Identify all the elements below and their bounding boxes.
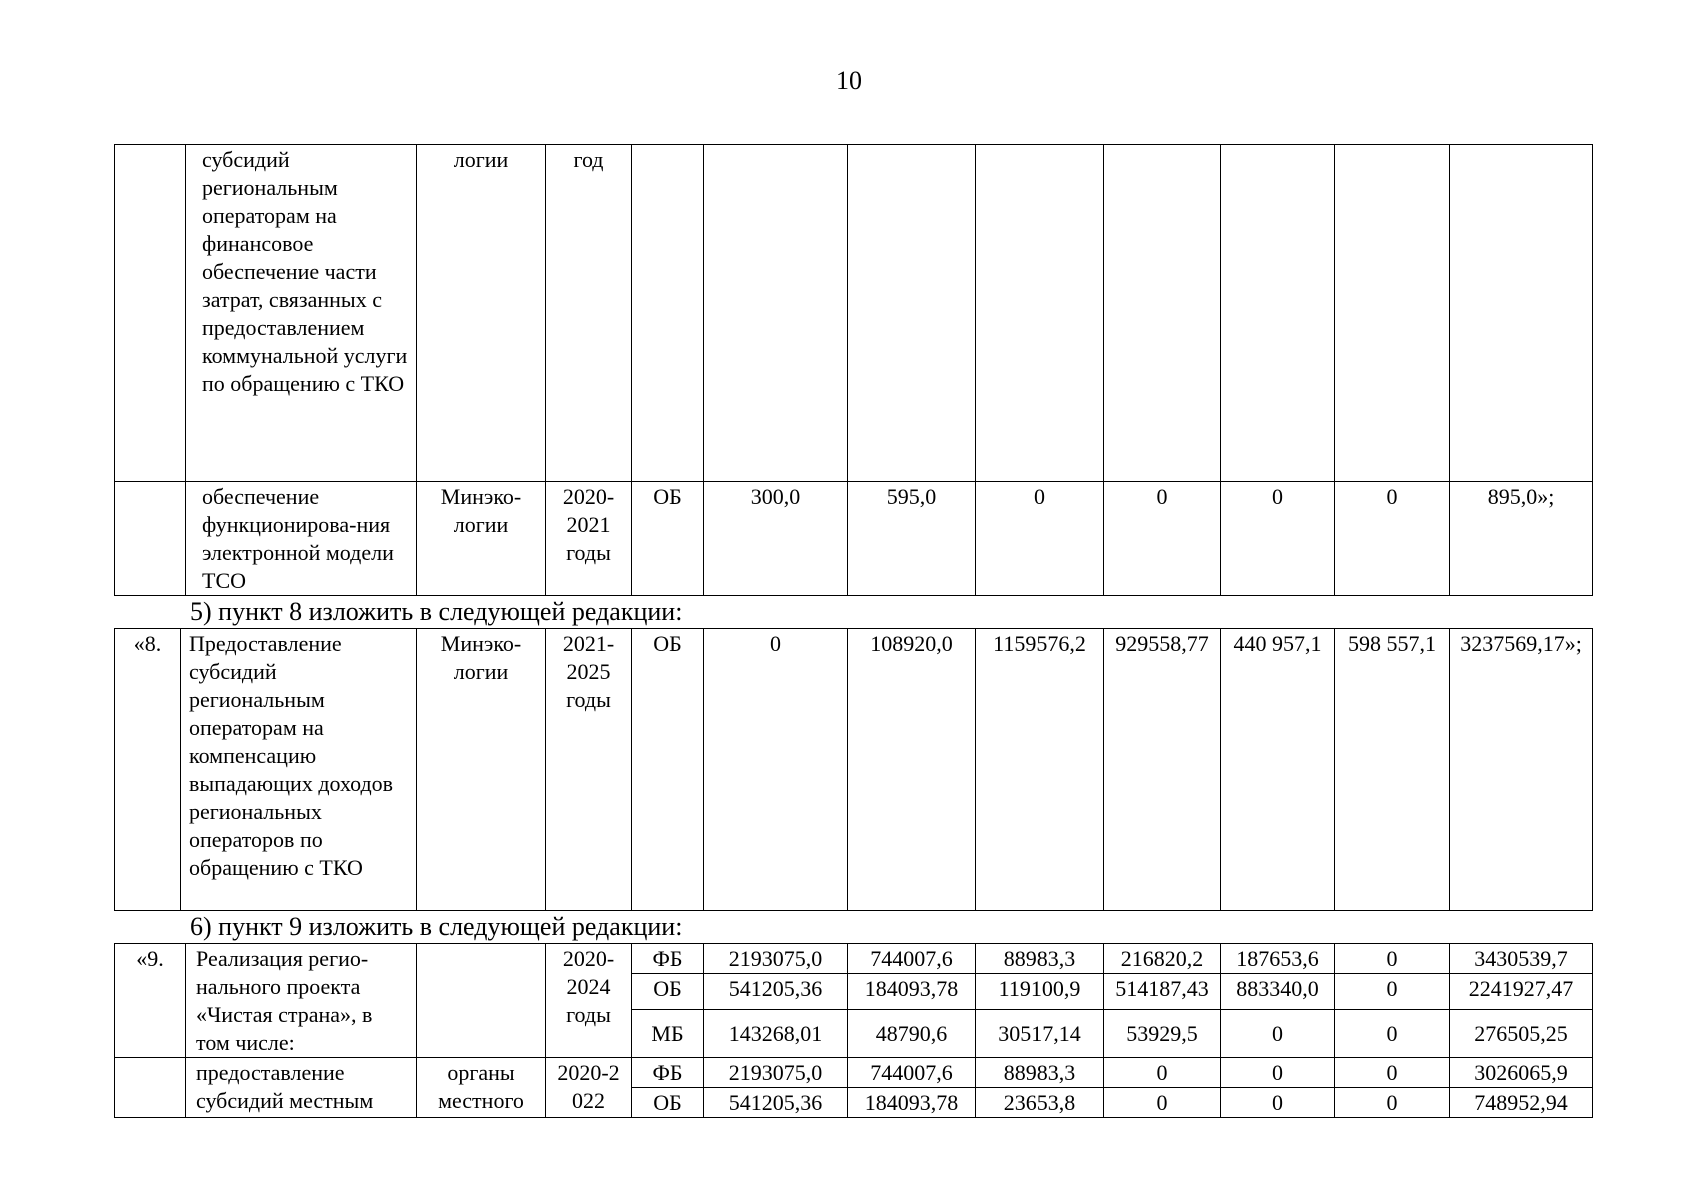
executor-cell <box>417 944 546 1058</box>
budget-table-continuation <box>114 144 1593 596</box>
value-cell: 440 957,1 <box>1221 629 1335 911</box>
measure-name-cell: Реализация регио-нального проекта «Чистая страна», в том числе: <box>186 944 417 1058</box>
value-cell: 184093,78 <box>848 974 976 1009</box>
total-cell: 2241927,47 <box>1450 974 1593 1009</box>
amendment-heading: 5) пункт 8 изложить в следующей редакции: <box>190 597 683 626</box>
total-cell: 276505,25 <box>1450 1009 1593 1057</box>
row-number-cell: «9. <box>115 944 186 1058</box>
value-cell: 2193075,0 <box>704 1058 848 1088</box>
value-cell: 541205,36 <box>704 974 848 1009</box>
value-cell <box>1104 145 1221 482</box>
table-row <box>115 1058 1593 1088</box>
value-cell <box>704 145 848 482</box>
value-cell: 0 <box>1221 1088 1335 1118</box>
value-cell: 0 <box>1335 974 1450 1009</box>
row-number-cell <box>115 482 186 596</box>
funding-source-cell: ОБ <box>632 1088 704 1118</box>
table-row <box>115 629 1593 911</box>
value-cell: 541205,36 <box>704 1088 848 1118</box>
value-cell <box>1335 145 1450 482</box>
total-cell: 895,0»; <box>1450 482 1593 596</box>
value-cell: 0 <box>1335 944 1450 974</box>
value-cell: 0 <box>1335 1088 1450 1118</box>
value-cell: 108920,0 <box>848 629 976 911</box>
period-cell: 2021-2025 годы <box>546 629 632 911</box>
measure-name-cell: обеспечение функционирова-ния электронной модели ТСО <box>186 482 417 596</box>
executor-cell: логии <box>417 145 546 482</box>
value-cell: 598 557,1 <box>1335 629 1450 911</box>
funding-source-cell: МБ <box>632 1009 704 1057</box>
value-cell: 883340,0 <box>1221 974 1335 1009</box>
funding-source-cell <box>632 145 704 482</box>
measure-name-cell: субсидий региональным операторам на финансовое обеспечение части затрат, связанных с предоставлением коммунальной услуги по обращению с ТКО <box>186 145 417 482</box>
executor-cell: Минэко-логии <box>417 482 546 596</box>
budget-table-item-9 <box>114 943 1593 1118</box>
amendment-heading: 6) пункт 9 изложить в следующей редакции: <box>190 912 683 941</box>
page-number: 10 <box>836 66 862 95</box>
value-cell: 0 <box>1335 1058 1450 1088</box>
value-cell: 0 <box>1221 1009 1335 1057</box>
value-cell: 0 <box>1221 482 1335 596</box>
funding-source-cell: ОБ <box>632 629 704 911</box>
table-row <box>115 944 1593 974</box>
row-number-cell: «8. <box>115 629 181 911</box>
value-cell: 0 <box>1335 482 1450 596</box>
value-cell <box>848 145 976 482</box>
table-row <box>115 145 1593 482</box>
value-cell: 23653,8 <box>976 1088 1104 1118</box>
value-cell: 119100,9 <box>976 974 1104 1009</box>
value-cell: 0 <box>704 629 848 911</box>
total-cell: 748952,94 <box>1450 1088 1593 1118</box>
period-cell: 2020-2024 годы <box>546 944 632 1058</box>
funding-source-cell: ОБ <box>632 482 704 596</box>
measure-name-cell: Предоставление субсидий региональным операторам на компенсацию выпадающих доходов региональных операторов по обращению с ТКО <box>181 629 417 911</box>
period-cell: 2020-2021 годы <box>546 482 632 596</box>
value-cell: 88983,3 <box>976 944 1104 974</box>
row-number-cell <box>115 145 186 482</box>
period-cell: год <box>546 145 632 482</box>
total-cell: 3026065,9 <box>1450 1058 1593 1088</box>
value-cell: 0 <box>1104 1058 1221 1088</box>
total-cell: 3237569,17»; <box>1450 629 1593 911</box>
value-cell: 929558,77 <box>1104 629 1221 911</box>
value-cell: 744007,6 <box>848 944 976 974</box>
funding-source-cell: ОБ <box>632 974 704 1009</box>
value-cell <box>976 145 1104 482</box>
value-cell: 595,0 <box>848 482 976 596</box>
value-cell: 88983,3 <box>976 1058 1104 1088</box>
value-cell: 744007,6 <box>848 1058 976 1088</box>
value-cell: 30517,14 <box>976 1009 1104 1057</box>
total-cell <box>1450 145 1593 482</box>
value-cell: 514187,43 <box>1104 974 1221 1009</box>
budget-table-item-8 <box>114 628 1593 911</box>
value-cell: 0 <box>976 482 1104 596</box>
value-cell: 53929,5 <box>1104 1009 1221 1057</box>
value-cell: 0 <box>1221 1058 1335 1088</box>
value-cell: 216820,2 <box>1104 944 1221 974</box>
value-cell: 300,0 <box>704 482 848 596</box>
executor-cell: Минэко-логии <box>417 629 546 911</box>
row-number-cell <box>115 1058 186 1118</box>
value-cell: 2193075,0 <box>704 944 848 974</box>
measure-name-cell: предоставление субсидий местным <box>186 1058 417 1118</box>
value-cell: 1159576,2 <box>976 629 1104 911</box>
value-cell: 187653,6 <box>1221 944 1335 974</box>
funding-source-cell: ФБ <box>632 944 704 974</box>
value-cell: 143268,01 <box>704 1009 848 1057</box>
value-cell: 0 <box>1104 1088 1221 1118</box>
value-cell: 0 <box>1104 482 1221 596</box>
total-cell: 3430539,7 <box>1450 944 1593 974</box>
value-cell: 184093,78 <box>848 1088 976 1118</box>
executor-cell: органы местного <box>417 1058 546 1118</box>
table-row <box>115 482 1593 596</box>
value-cell <box>1221 145 1335 482</box>
funding-source-cell: ФБ <box>632 1058 704 1088</box>
value-cell: 0 <box>1335 1009 1450 1057</box>
value-cell: 48790,6 <box>848 1009 976 1057</box>
period-cell: 2020-2022 <box>546 1058 632 1118</box>
